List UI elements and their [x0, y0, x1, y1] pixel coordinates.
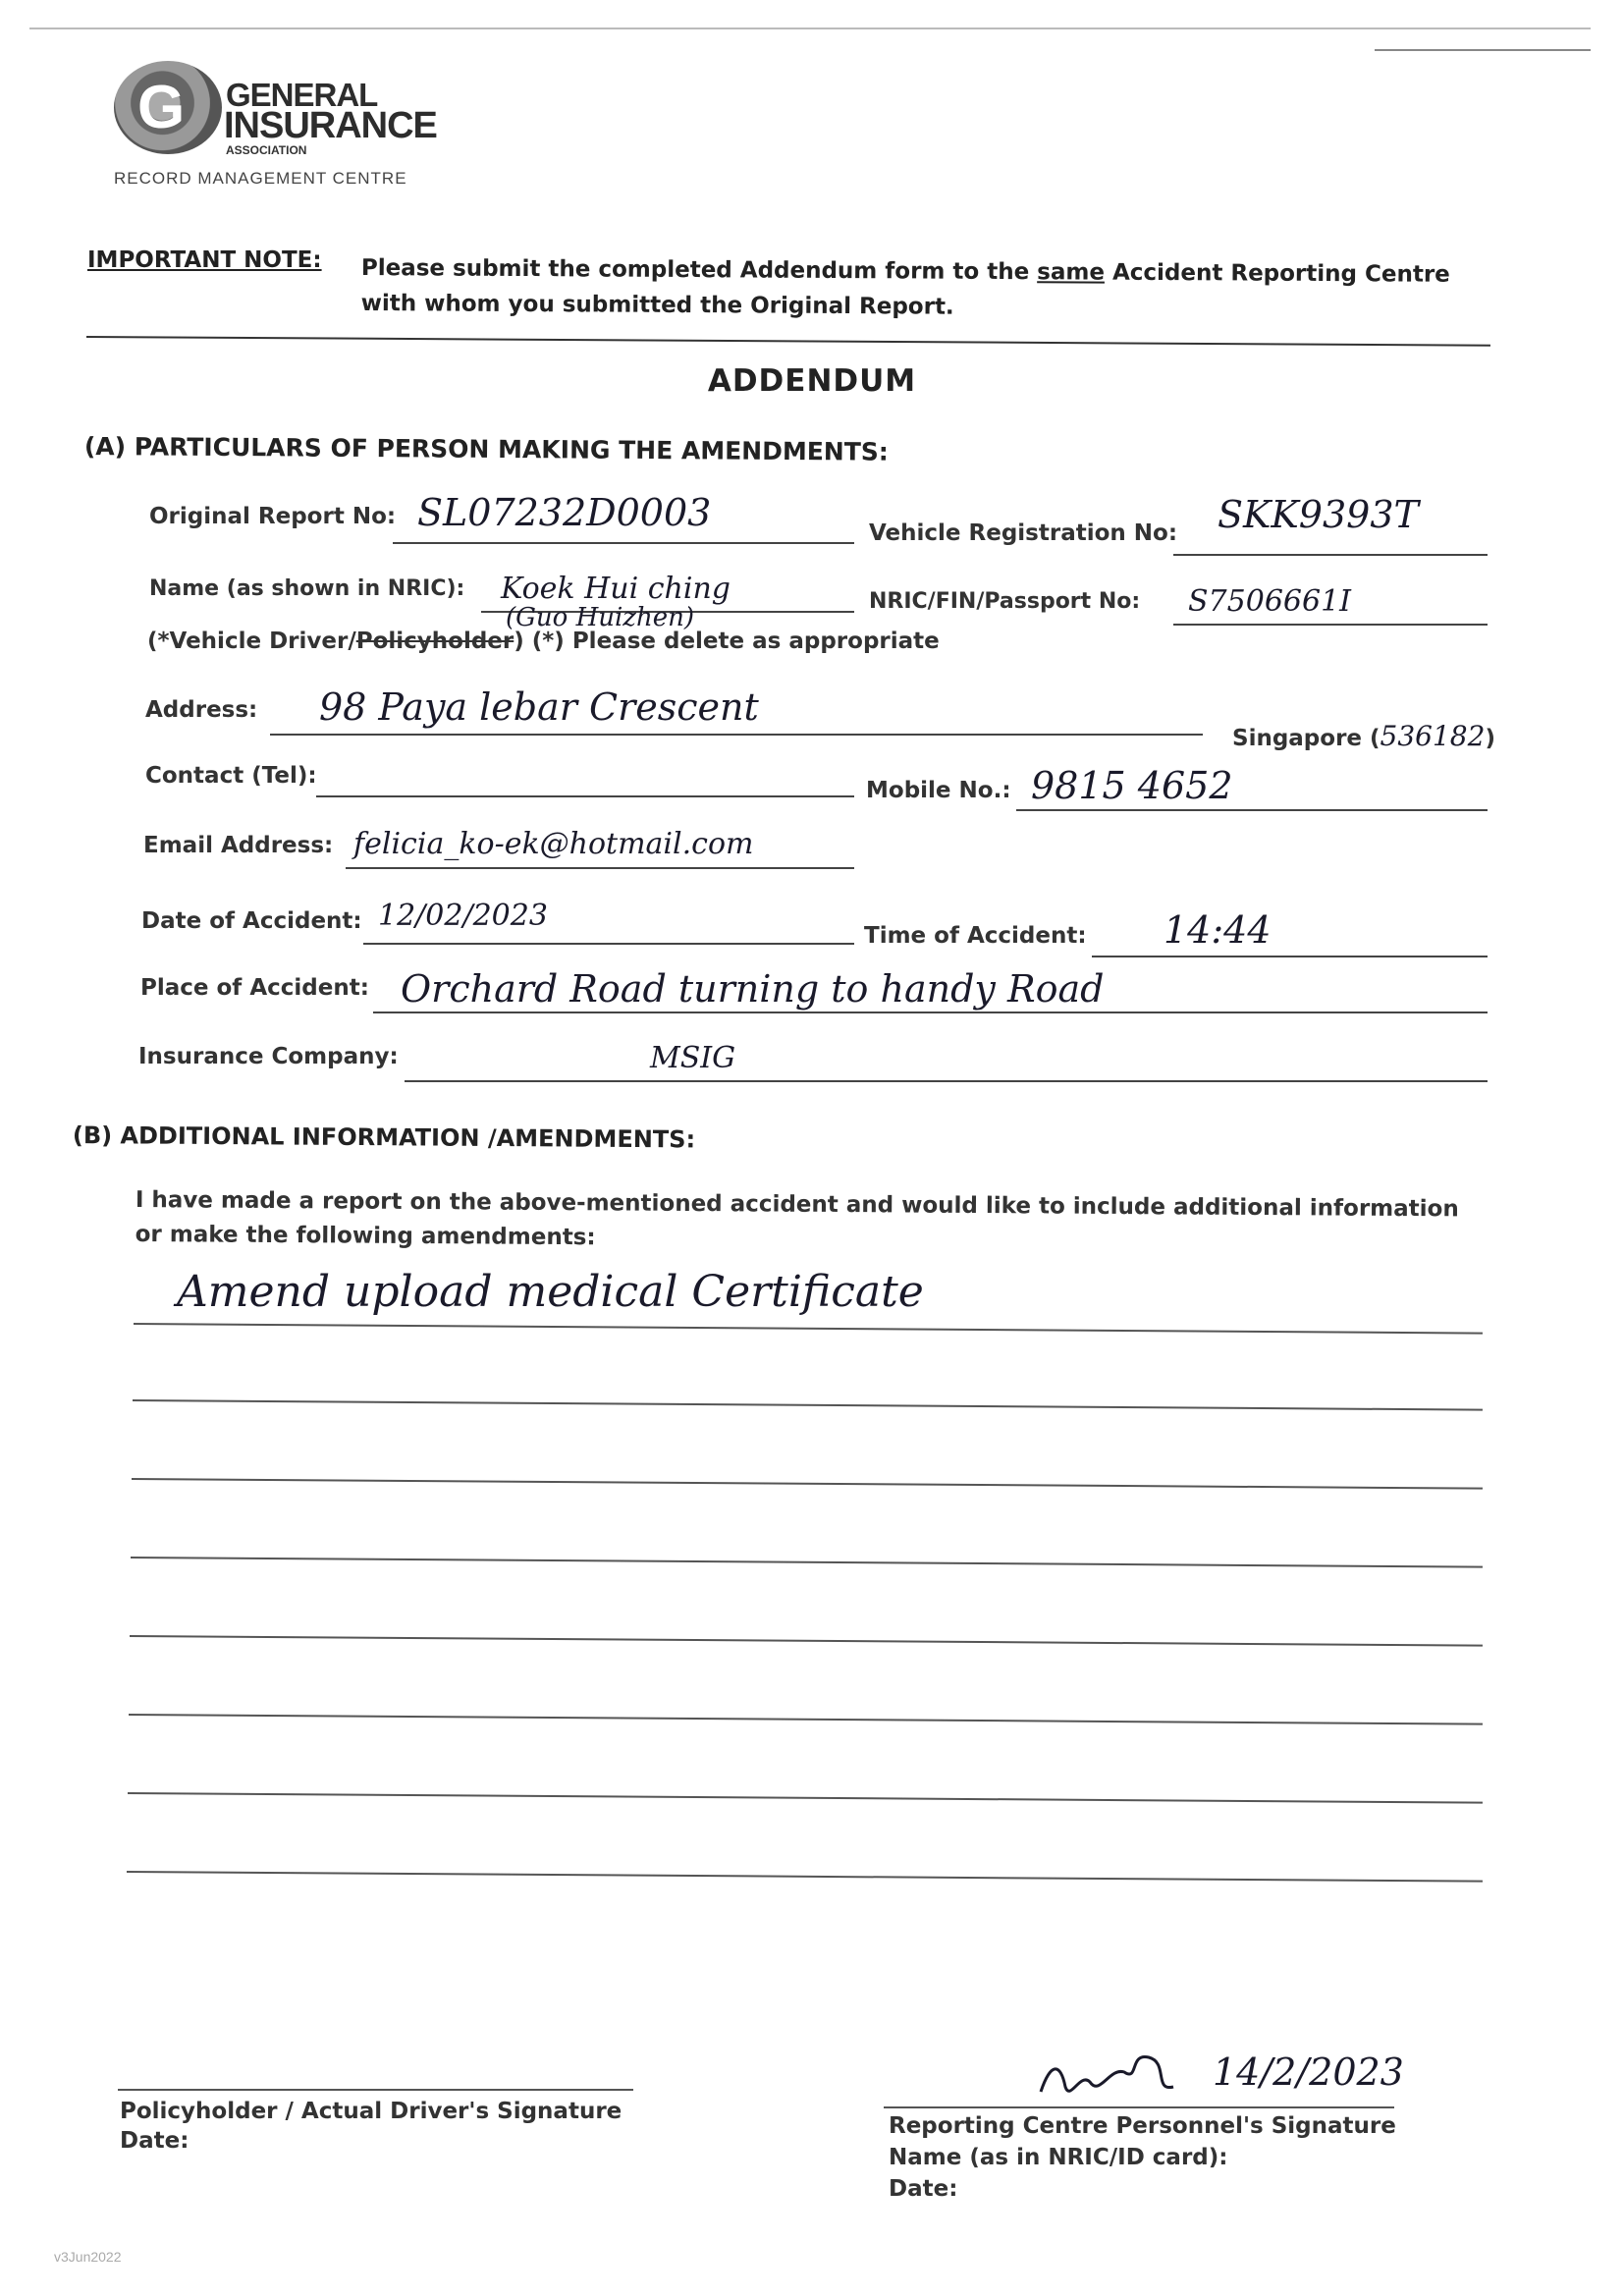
gia-logo-letter: G [137, 74, 186, 141]
personnel-signature-label: Reporting Centre Personnel's Signature [889, 2113, 1396, 2139]
form-version: v3Jun2022 [54, 2249, 122, 2265]
mobile-value[interactable]: 9815 4652 [1031, 764, 1233, 807]
logo-insurance: INSURANCE [224, 105, 437, 146]
time-of-accident-value[interactable]: 14:44 [1164, 908, 1272, 952]
place-of-accident-line [373, 1011, 1488, 1013]
original-report-label: Original Report No: [149, 504, 397, 529]
mobile-label: Mobile No.: [866, 778, 1011, 803]
date-of-accident-line [363, 943, 854, 945]
nric-label: NRIC/FIN/Passport No: [869, 589, 1141, 614]
email-label: Email Address: [143, 833, 334, 858]
personnel-signature-scribble [1031, 2043, 1227, 2111]
name-value[interactable]: Koek Hui ching [501, 572, 731, 606]
nric-line [1173, 624, 1488, 626]
email-value[interactable]: felicia_ko-ek@hotmail.com [353, 827, 754, 861]
amendment-line-1 [134, 1323, 1483, 1335]
address-label: Address: [145, 697, 258, 723]
personnel-signature-date-hw: 14/2/2023 [1213, 2050, 1404, 2094]
logo-subtitle: RECORD MANAGEMENT CENTRE [114, 169, 407, 188]
insurance-company-label: Insurance Company: [138, 1044, 399, 1069]
personnel-signature-line [884, 2106, 1394, 2108]
insurance-company-value[interactable]: MSIG [650, 1041, 736, 1075]
amendment-line-4[interactable] [131, 1557, 1483, 1568]
section-b-heading: (B) ADDITIONAL INFORMATION /AMENDMENTS: [72, 1121, 696, 1154]
name-label: Name (as shown in NRIC): [149, 576, 465, 601]
mobile-line [1016, 809, 1488, 811]
important-note-text: Please submit the completed Addendum form to the same Accident Reporting Centre with whom you submitted the Original Report. [360, 254, 1450, 320]
scan-top-border [29, 27, 1591, 29]
date-of-accident-value[interactable]: 12/02/2023 [378, 899, 548, 933]
postal-code-value[interactable]: 536182 [1380, 720, 1486, 752]
section-b-intro: I have made a report on the above-mentioned accident and would like to include additional information or make the following amendments: [135, 1186, 1459, 1251]
time-of-accident-line [1092, 956, 1488, 957]
contact-label: Contact (Tel): [145, 763, 317, 789]
insurance-company-line [405, 1080, 1488, 1082]
date-of-accident-label: Date of Accident: [141, 908, 362, 934]
important-note-label: IMPORTANT NOTE: [87, 247, 322, 273]
amendment-line-8[interactable] [127, 1871, 1483, 1883]
original-report-value[interactable]: SL07232D0003 [417, 491, 712, 534]
nric-value[interactable]: S7506661I [1188, 584, 1352, 619]
name-value-chinese: (Guo Huizhen) [506, 603, 695, 632]
policyholder-date-label: Date: [120, 2128, 189, 2154]
note-divider [86, 336, 1490, 347]
email-line [346, 867, 854, 869]
address-value[interactable]: 98 Paya lebar Crescent [319, 685, 759, 729]
personnel-date-label: Date: [889, 2176, 958, 2202]
vehicle-reg-line [1173, 554, 1488, 556]
original-report-line [393, 542, 854, 544]
section-a-heading: (A) PARTICULARS OF PERSON MAKING THE AMENDMENTS: [83, 432, 889, 466]
place-of-accident-value[interactable]: Orchard Road turning to handy Road [401, 967, 1105, 1011]
address-line [270, 734, 1203, 736]
vehicle-reg-label: Vehicle Registration No: [869, 520, 1178, 546]
amendment-text-line-1[interactable]: Amend upload medical Certificate [177, 1267, 924, 1317]
amendment-line-3[interactable] [132, 1478, 1483, 1490]
place-of-accident-label: Place of Accident: [140, 975, 369, 1001]
form-title: ADDENDUM [707, 363, 917, 399]
amendment-line-7[interactable] [128, 1792, 1483, 1804]
logo-association: ASSOCIATION [226, 143, 307, 157]
vehicle-reg-value[interactable]: SKK9393T [1218, 493, 1419, 536]
personnel-name-label: Name (as in NRIC/ID card): [889, 2145, 1228, 2170]
logo-general: GENERAL [226, 77, 378, 113]
policyholder-signature-label: Policyholder / Actual Driver's Signature [120, 2099, 623, 2124]
amendment-line-6[interactable] [129, 1714, 1483, 1725]
scan-top-border-right [1375, 49, 1591, 51]
policyholder-signature-line[interactable] [118, 2089, 633, 2091]
address-country: Singapore (536182) [1232, 720, 1495, 752]
time-of-accident-label: Time of Accident: [864, 923, 1087, 949]
contact-line[interactable] [316, 795, 854, 797]
amendment-line-2[interactable] [133, 1399, 1483, 1411]
amendment-line-5[interactable] [130, 1635, 1483, 1647]
role-note: (*Vehicle Driver/Policyholder) (*) Please delete as appropriate [147, 629, 940, 654]
